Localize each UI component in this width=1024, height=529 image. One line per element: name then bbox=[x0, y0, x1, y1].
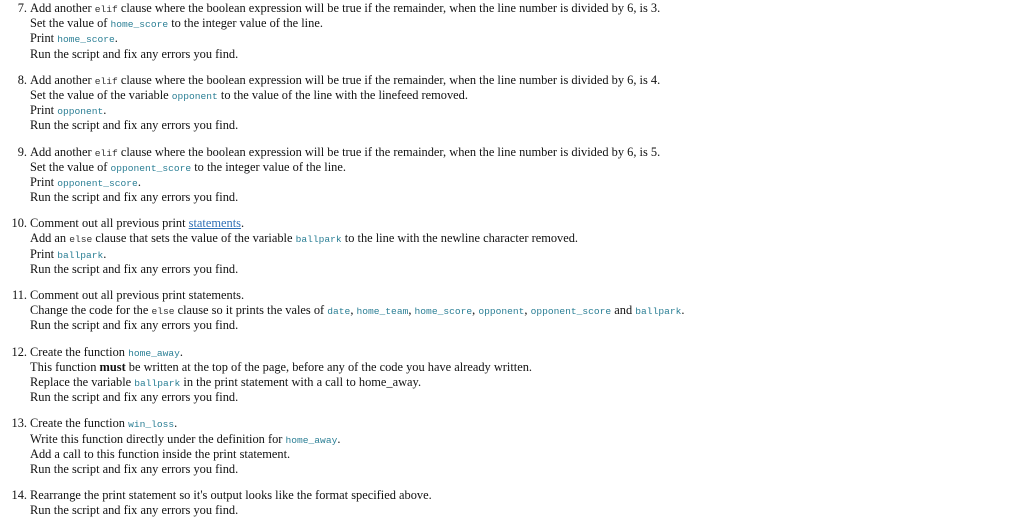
text-segment: Print bbox=[30, 174, 58, 189]
instruction-line bbox=[30, 190, 1024, 205]
code-identifier: opponent_score bbox=[530, 306, 612, 318]
text-segment: Replace the variable bbox=[30, 374, 135, 389]
statements-link[interactable]: statements bbox=[188, 216, 241, 231]
item-number: 14. bbox=[11, 488, 27, 503]
text-segment: . bbox=[337, 431, 341, 446]
list-item bbox=[0, 216, 1024, 277]
text-segment: . bbox=[103, 246, 107, 261]
list-item bbox=[0, 73, 1024, 134]
text-segment: , bbox=[472, 303, 479, 318]
text-segment: and bbox=[611, 303, 636, 318]
text-segment: . bbox=[240, 216, 245, 231]
text-segment: . bbox=[179, 344, 183, 359]
code-identifier: win_loss bbox=[128, 419, 175, 431]
code-identifier: ballpark bbox=[57, 249, 104, 261]
list-item bbox=[0, 1, 1024, 62]
instruction-line bbox=[30, 1, 1024, 16]
text-segment: This function bbox=[30, 359, 100, 374]
code-identifier: ballpark bbox=[295, 234, 342, 246]
text-segment: Set the value of the variable bbox=[30, 87, 172, 102]
text-segment: Run the script and fix any errors you find. bbox=[30, 503, 239, 518]
text-segment: Write this function directly under the definition for bbox=[30, 431, 286, 446]
text-segment: Run the script and fix any errors you find. bbox=[30, 461, 239, 476]
item-number: 8. bbox=[17, 72, 27, 87]
text-segment: clause that sets the value of the variable bbox=[92, 231, 296, 246]
code-identifier: home_team bbox=[356, 306, 409, 318]
instruction-line bbox=[30, 360, 1024, 375]
text-segment: , bbox=[524, 303, 531, 318]
code-keyword: else bbox=[151, 306, 175, 318]
text-segment: Add an bbox=[30, 231, 70, 246]
item-number: 13. bbox=[11, 416, 27, 431]
instruction-line bbox=[30, 288, 1024, 303]
code-identifier: home_score bbox=[57, 34, 115, 46]
text-segment: to the integer value of the line. bbox=[191, 159, 346, 174]
code-identifier: home_away bbox=[128, 347, 180, 359]
code-identifier: opponent bbox=[171, 90, 218, 102]
instruction-line bbox=[30, 247, 1024, 262]
text-segment: Run the script and fix any errors you find. bbox=[30, 390, 239, 405]
instruction-line bbox=[30, 390, 1024, 405]
instruction-line bbox=[30, 103, 1024, 118]
code-identifier: date bbox=[327, 306, 351, 318]
text-segment: Run the script and fix any errors you find. bbox=[30, 190, 239, 205]
text-segment: Create the function bbox=[30, 416, 129, 431]
text-segment: Add another bbox=[30, 1, 95, 15]
text-segment: . bbox=[681, 303, 685, 318]
instruction-line bbox=[30, 160, 1024, 175]
instruction-line bbox=[30, 31, 1024, 46]
instruction-line bbox=[30, 73, 1024, 88]
text-segment: . bbox=[103, 103, 107, 118]
text-segment: , bbox=[408, 303, 415, 318]
text-segment: Run the script and fix any errors you find. bbox=[30, 118, 239, 133]
instruction-line bbox=[30, 462, 1024, 477]
text-segment: . bbox=[137, 174, 141, 189]
text-segment: Change the code for the bbox=[30, 303, 152, 318]
text-segment: be written at the top of the page, before any of the code you have already written. bbox=[125, 359, 533, 374]
instruction-line bbox=[30, 145, 1024, 160]
text-segment: Set the value of bbox=[30, 16, 111, 31]
text-segment: Rearrange the print statement so it's output looks like the format specified above. bbox=[30, 488, 432, 503]
instruction-line bbox=[30, 47, 1024, 62]
text-segment: , bbox=[350, 303, 357, 318]
code-identifier: opponent_score bbox=[57, 177, 138, 189]
text-segment: clause where the boolean expression will be true if the remainder, when the line number is divided by 6, is 3. bbox=[117, 1, 661, 15]
list-item bbox=[0, 488, 1024, 518]
text-segment: in the print statement with a call to home_away. bbox=[180, 374, 422, 389]
item-number: 11. bbox=[11, 288, 27, 302]
text-segment: Create the function bbox=[30, 344, 129, 359]
instruction-line bbox=[30, 231, 1024, 246]
instruction-line bbox=[30, 88, 1024, 103]
text-segment: Run the script and fix any errors you find. bbox=[30, 46, 239, 61]
text-segment: Print bbox=[30, 246, 58, 261]
code-identifier: ballpark bbox=[134, 377, 181, 389]
instruction-line bbox=[30, 488, 1024, 503]
instruction-line bbox=[30, 345, 1024, 360]
item-number: 12. bbox=[11, 344, 27, 359]
text-segment: Comment out all previous print statements. bbox=[30, 288, 245, 302]
instruction-list bbox=[0, 1, 1024, 529]
text-segment: . bbox=[114, 31, 118, 46]
instruction-line bbox=[30, 118, 1024, 133]
list-item bbox=[0, 288, 1024, 334]
instruction-line bbox=[30, 318, 1024, 333]
instruction-line bbox=[30, 416, 1024, 431]
text-segment: clause so it prints the vales of bbox=[174, 303, 328, 318]
instruction-line bbox=[30, 216, 1024, 231]
list-item bbox=[0, 416, 1024, 477]
code-identifier: opponent_score bbox=[110, 162, 192, 174]
code-identifier: opponent bbox=[478, 306, 525, 318]
text-segment: to the line with the newline character removed. bbox=[341, 231, 579, 246]
code-identifier: opponent bbox=[57, 106, 104, 118]
text-segment: . bbox=[174, 416, 178, 431]
instruction-line bbox=[30, 16, 1024, 31]
code-keyword: elif bbox=[94, 147, 118, 159]
instruction-line bbox=[30, 447, 1024, 462]
instruction-line bbox=[30, 303, 1024, 318]
instruction-line bbox=[30, 375, 1024, 390]
list-item bbox=[0, 345, 1024, 406]
text-segment: Add another bbox=[30, 72, 95, 87]
code-identifier: home_score bbox=[414, 306, 473, 318]
code-identifier: home_away bbox=[285, 434, 338, 446]
list-item bbox=[0, 145, 1024, 206]
code-identifier: ballpark bbox=[635, 306, 682, 318]
text-segment: clause where the boolean expression will be true if the remainder, when the line number is divided by 6, is 5. bbox=[117, 144, 661, 159]
text-segment: Run the script and fix any errors you find. bbox=[30, 261, 239, 276]
instruction-line bbox=[30, 175, 1024, 190]
text-segment: clause where the boolean expression will be true if the remainder, when the line number is divided by 6, is 4. bbox=[117, 72, 661, 87]
code-identifier: home_score bbox=[110, 19, 169, 31]
emphasis-text: must bbox=[99, 359, 126, 374]
text-segment: Set the value of bbox=[30, 159, 111, 174]
text-segment: Comment out all previous print bbox=[30, 216, 189, 231]
item-number: 10. bbox=[11, 216, 27, 231]
instruction-line bbox=[30, 262, 1024, 277]
text-segment: Run the script and fix any errors you find. bbox=[30, 318, 239, 333]
code-keyword: elif bbox=[94, 4, 118, 15]
text-segment: to the integer value of the line. bbox=[168, 16, 323, 31]
item-number: 7. bbox=[17, 1, 27, 15]
code-keyword: else bbox=[69, 234, 93, 246]
text-segment: Add another bbox=[30, 144, 95, 159]
text-segment: Print bbox=[30, 103, 58, 118]
instruction-line bbox=[30, 432, 1024, 447]
instruction-line bbox=[30, 503, 1024, 518]
text-segment: to the value of the line with the linefeed removed. bbox=[217, 87, 468, 102]
text-segment: Add a call to this function inside the print statement. bbox=[30, 446, 291, 461]
text-segment: Print bbox=[30, 31, 58, 46]
code-keyword: elif bbox=[94, 75, 118, 87]
item-number: 9. bbox=[17, 144, 27, 159]
